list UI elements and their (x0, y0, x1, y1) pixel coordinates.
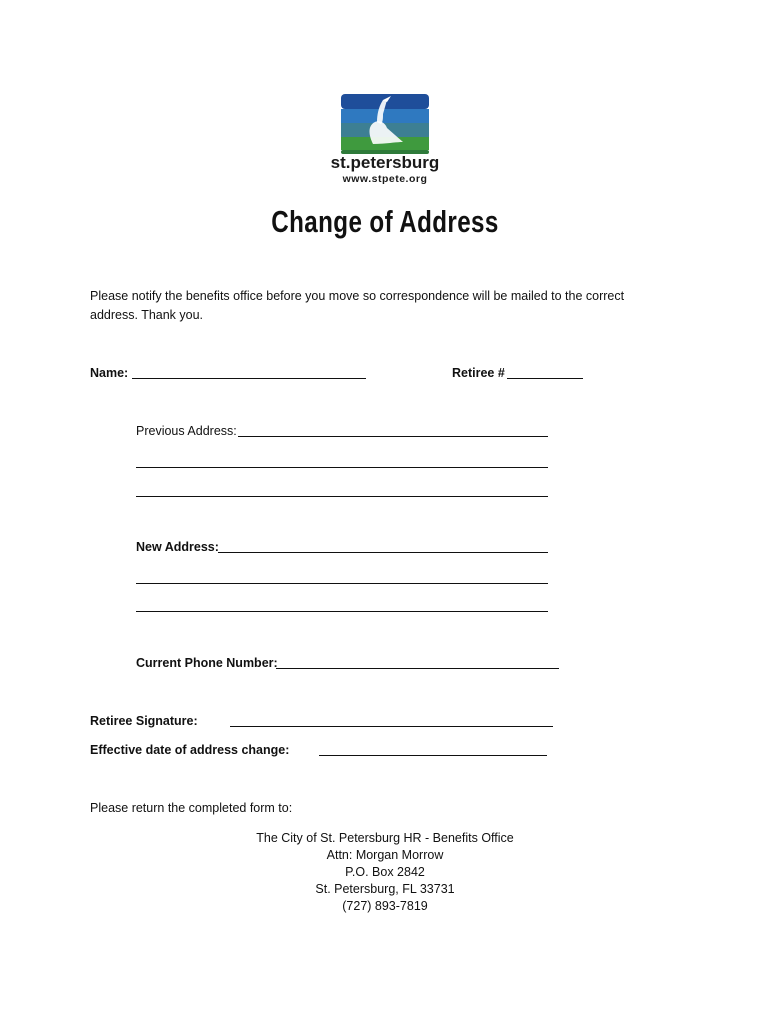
retiree-signature-label: Retiree Signature: (90, 714, 198, 728)
retiree-signature-field[interactable] (230, 726, 553, 727)
return-address-block (0, 830, 770, 915)
return-line-office: The City of St. Petersburg HR - Benefits Office (256, 831, 514, 845)
svg-text:st.petersburg: st.petersburg (330, 153, 440, 172)
return-line-attn: Attn: Morgan Morrow (326, 848, 444, 862)
current-phone-label: Current Phone Number: (136, 656, 278, 670)
page-title: Change of Address (271, 204, 499, 239)
svg-text:www.stpete.org: www.stpete.org (342, 173, 428, 185)
retiree-number-field[interactable] (507, 378, 583, 379)
previous-address-label: Previous Address: (136, 424, 237, 438)
return-line-city: St. Petersburg, FL 33731 (315, 882, 455, 896)
new-address-line-2[interactable] (136, 583, 548, 584)
effective-date-label: Effective date of address change: (90, 743, 290, 757)
previous-address-line-2[interactable] (136, 467, 548, 468)
previous-address-line-3[interactable] (136, 496, 548, 497)
new-address-line-3[interactable] (136, 611, 548, 612)
return-line-pobox: P.O. Box 2842 (345, 865, 425, 879)
st-petersburg-logo (329, 92, 441, 188)
new-address-label: New Address: (136, 540, 219, 554)
previous-address-line-1[interactable] (238, 436, 548, 437)
return-instruction: Please return the completed form to: (90, 801, 293, 815)
effective-date-field[interactable] (319, 755, 547, 756)
current-phone-field[interactable] (276, 668, 559, 669)
retiree-number-label: Retiree # (452, 366, 505, 380)
name-field[interactable] (132, 378, 366, 379)
intro-text: Please notify the benefits office before you move so correspondence will be mailed to the correct address. Thank you. (90, 289, 625, 322)
name-label: Name: (90, 366, 129, 380)
new-address-line-1[interactable] (218, 552, 548, 553)
return-line-phone: (727) 893-7819 (342, 899, 428, 913)
